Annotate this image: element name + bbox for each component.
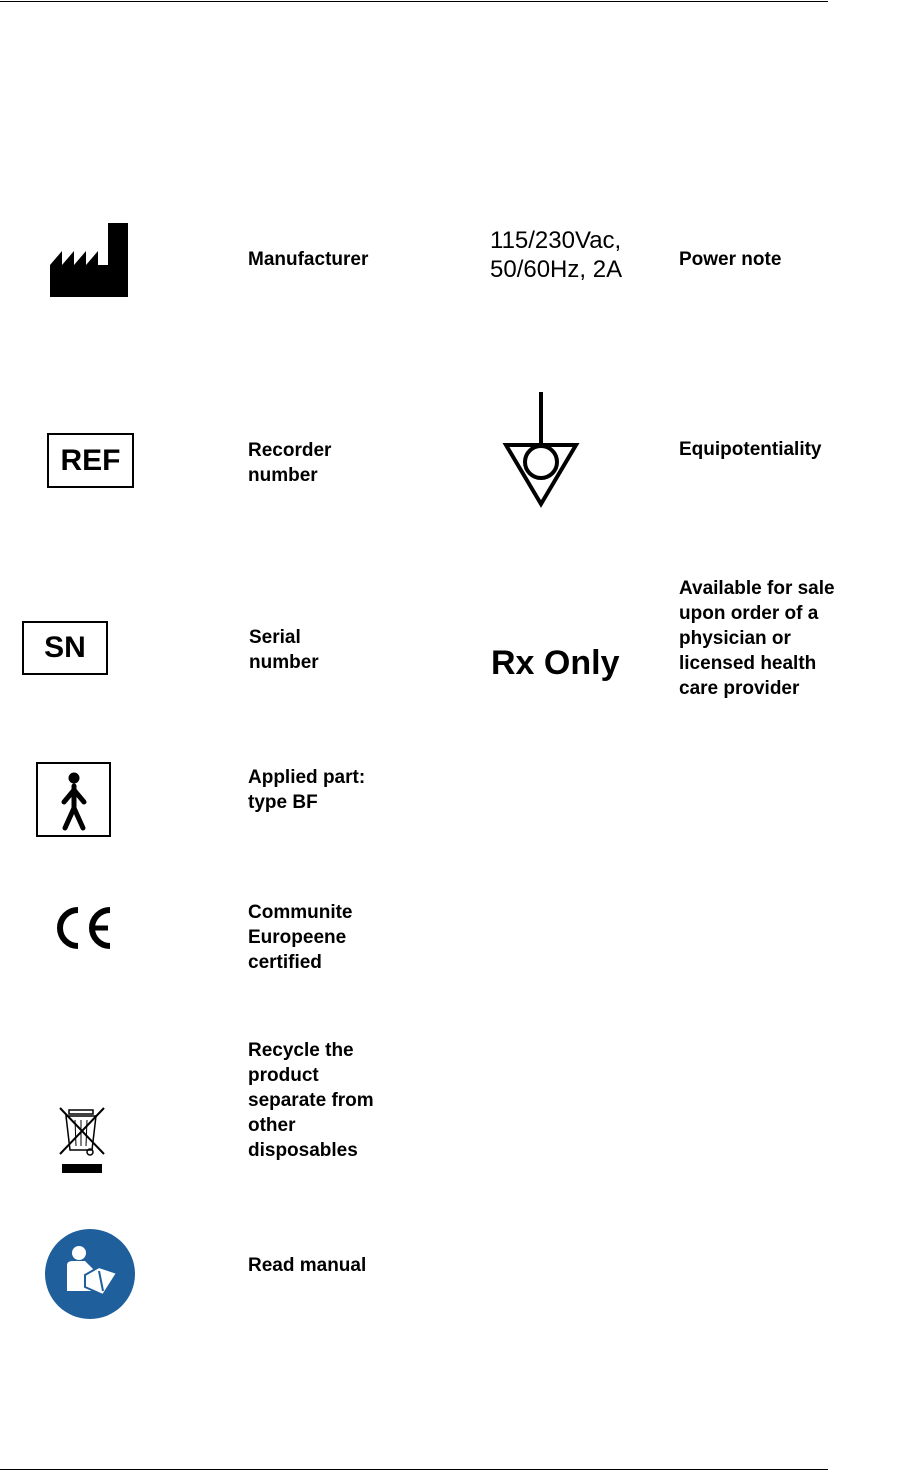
top-rule [0,1,828,2]
symbol-label-power-note: Power note [679,249,782,270]
symbol-label-recorder-number: Recorder number [248,440,332,486]
bottom-rule [0,1469,828,1470]
equipotentiality-icon [500,392,582,510]
sn-box-icon [22,621,108,675]
symbol-label-serial-number: Serial number [249,627,319,673]
symbol-label-recycle: Recycle the product separate from other disposables [248,1040,374,1161]
crossed-bin-icon [56,1104,108,1174]
symbol-label-applied-part: Applied part: type BF [248,767,366,813]
sn-box-text: SN [44,631,86,664]
symbol-label-manufacturer: Manufacturer [248,249,369,270]
symbol-label-equipotentiality: Equipotentiality [679,439,822,460]
factory-icon [50,223,130,297]
person-bf-icon [36,762,112,838]
ref-box-text: REF [60,443,121,477]
ref-box-icon [47,433,134,488]
symbol-label-rx-only: Available for sale upon order of a physician or licensed health care provider [679,578,835,699]
symbol-label-ce: Communite Europeene certified [248,902,353,973]
ce-mark-icon [52,906,114,950]
symbol-label-read-manual: Read manual [248,1255,367,1276]
rx-only-text: Rx Only [491,644,620,682]
power-rating-text: 115/230Vac, 50/60Hz, 2A [490,227,623,283]
read-manual-icon [45,1229,135,1319]
